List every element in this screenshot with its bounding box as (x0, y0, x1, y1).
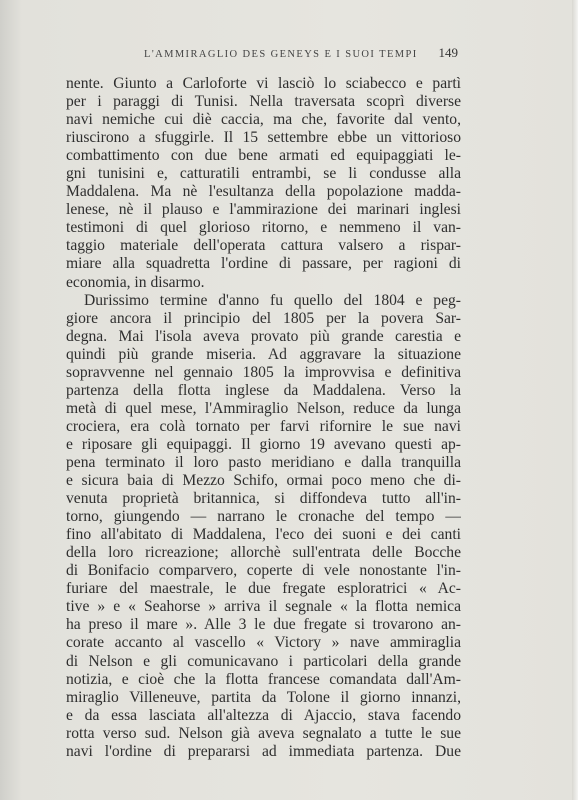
text-line: e riposare gli equipaggi. Il giorno 19 avevano questi ap- (66, 435, 461, 453)
body-text (66, 75, 461, 761)
text-line: fino all'abitato di Maddalena, l'eco dei suoni e dei canti (66, 526, 461, 544)
running-head: L'AMMIRAGLIO DES GENEYS E I SUOI TEMPI (144, 49, 418, 60)
text-line: lenese, nè il plauso e l'ammirazione dei marinari inglesi (66, 201, 461, 219)
text-line: e sicura baia di Mezzo Schifo, ormai poco meno che di- (66, 472, 461, 490)
text-line: torno, giungendo — narrano le cronache del tempo — (66, 508, 461, 526)
text-line: di Nelson e gli comunicavano i particolari della grande (66, 652, 461, 670)
page-number: 149 (438, 45, 458, 60)
text-line: nente. Giunto a Carloforte vi lasciò lo sciabecco e partì (66, 75, 461, 92)
paragraph-start-line: Durissimo termine d'anno fu quello del 1804 e peg- (84, 291, 461, 309)
text-line: navi nemiche cui diè caccia, ma che, favorite dal vento, (66, 111, 461, 129)
text-line: miraglio Villeneuve, partita da Tolone il giorno innanzi, (66, 688, 461, 706)
text-line: miare alla squadretta l'ordine di passare, per ragioni di (66, 255, 461, 273)
text-line: tive » e « Seahorse » arriva il segnale « la flotta nemica (66, 598, 461, 616)
text-line: per i paraggi di Tunisi. Nella traversata scoprì diverse (66, 93, 461, 111)
text-line: navi l'ordine di prepararsi ad immediata partenza. Due (66, 742, 461, 760)
text-line: quindi più grande miseria. Ad aggravare la situazione (66, 345, 461, 363)
text-line: rotta verso sud. Nelson già aveva segnalato a tutte le sue (66, 724, 461, 742)
text-line: e da essa lasciata all'altezza di Ajaccio, stava facendo (66, 706, 461, 724)
text-line: gni tunisini e, catturatili entrambi, se li condusse alla (66, 165, 461, 183)
text-line: taggio materiale dell'operata cattura valsero a rispar- (66, 237, 461, 255)
text-line: riuscirono a sfuggirle. Il 15 settembre ebbe un vittorioso (66, 129, 461, 147)
page-header (66, 45, 458, 63)
paragraph-end-line: economia, in disarmo. (66, 273, 205, 291)
text-line: corate accanto al vascello « Victory » nave ammiraglia (66, 634, 461, 652)
text-line: partenza della flotta inglese da Maddalena. Verso la (66, 381, 461, 399)
text-line: giore ancora il principio del 1805 per la povera Sar- (66, 309, 461, 327)
text-line: pena terminato il loro pasto meridiano e dalla tranquilla (66, 453, 461, 471)
text-line: Maddalena. Ma nè l'esultanza della popolazione madda- (66, 183, 461, 201)
text-line: sopravvenne nel gennaio 1805 la improvvisa e definitiva (66, 363, 461, 381)
text-line: combattimento con due bene armati ed equipaggiati le- (66, 147, 461, 165)
text-line: testimoni di quel glorioso ritorno, e nemmeno il van- (66, 219, 461, 237)
text-line: crociera, era colà tornato per farvi rifornire le sue navi (66, 417, 461, 435)
text-line: ha preso il mare ». Alle 3 le due fregate si trovarono an- (66, 616, 461, 634)
text-line: notizia, e cioè che la flotta francese comandata dall'Am- (66, 670, 461, 688)
text-line: metà di quel mese, l'Ammiraglio Nelson, reduce da lunga (66, 399, 461, 417)
text-line: venuta proprietà britannica, si diffondeva tutto all'in- (66, 490, 461, 508)
page-edge (572, 0, 578, 800)
text-line: degna. Mai l'isola aveva provato più grande carestia e (66, 327, 461, 345)
text-line: furiare del maestrale, le due fregate esploratrici « Ac- (66, 580, 461, 598)
text-line: della loro ricreazione; allorchè sull'entrata delle Bocche (66, 544, 461, 562)
text-line: di Bonifacio comparvero, coperte di vele nonostante l'in- (66, 562, 461, 580)
